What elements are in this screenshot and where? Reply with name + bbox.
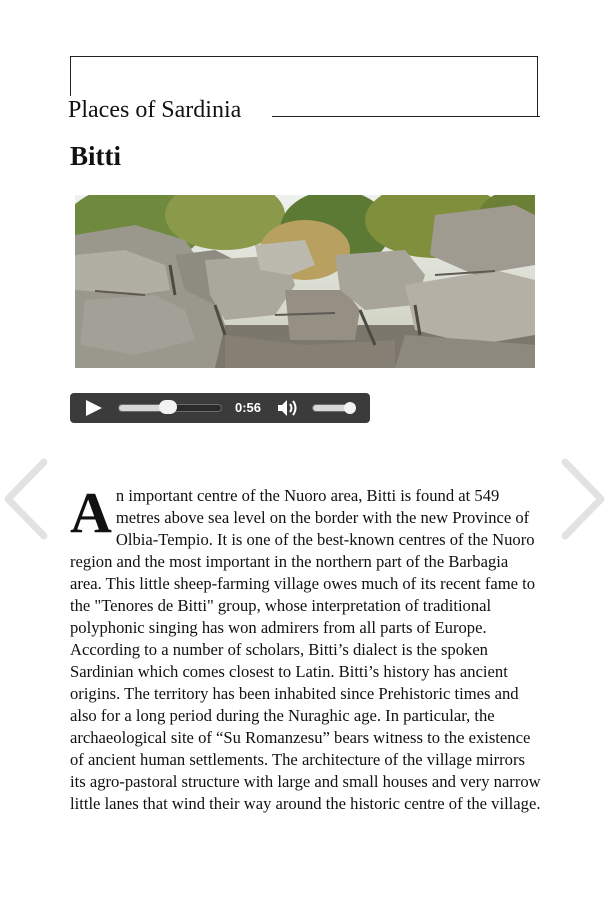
seek-thumb[interactable] <box>159 400 177 414</box>
play-icon[interactable] <box>84 399 104 417</box>
speaker-icon[interactable] <box>276 398 300 418</box>
chevron-left-icon[interactable] <box>0 458 48 540</box>
ruins-illustration <box>75 195 535 368</box>
page-title: Bitti <box>70 141 121 171</box>
drop-cap: A <box>70 480 112 545</box>
audio-player[interactable] <box>70 393 370 423</box>
current-time: 0:56 <box>235 400 262 415</box>
place-photo <box>75 195 535 368</box>
volume-thumb[interactable] <box>344 402 356 414</box>
article-body <box>70 480 542 815</box>
chevron-right-icon[interactable] <box>561 458 609 540</box>
header-underline <box>272 116 540 117</box>
site-title: Places of Sardinia <box>68 96 247 124</box>
article-text: n important centre of the Nuoro area, Bitti is found at 549 metres above sea level on the border with the new Province of Olbia-Tempio. It is one of the best-known centres of the Nuoro region and the most important in the northern part of the Barbagia area. This little sheep-farming village owes much of its recent fame to the "Tenores de Bitti" group, whose interpretation of traditional polyphonic singing has won admirers from all parts of Europe. According to a number of scholars, Bitti’s dialect is the spoken Sardinian which comes closest to Latin. Bitti’s history has ancient origins. The territory has been inhabited since Prehistoric times and also for a long period during the Nuraghic age. In particular, the archaeological site of “Su Romanzesu” bears witness to the existence of ancient human settlements. The architecture of the village mirrors its agro-pastoral structure with large and small houses and very narrow little lanes that wind their way around the historic centre of the village. <box>70 486 541 813</box>
